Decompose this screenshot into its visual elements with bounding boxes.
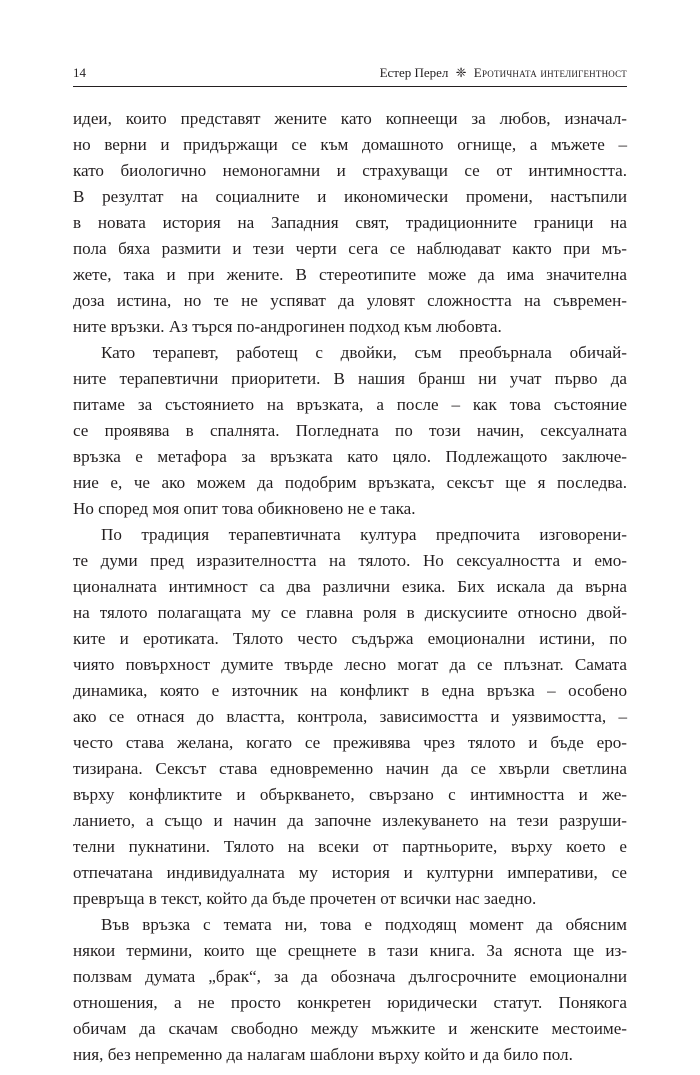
text-line: превръща в текст, който да бъде прочетен от всички нас заедно. — [73, 889, 537, 908]
author-name: Естер Перел — [379, 65, 449, 80]
text-line: идеи, които представят жените като копнеещи за любов, изначал- — [73, 109, 627, 128]
text-line: питаме за състоянието на връзката, а после – как това състояние — [73, 395, 627, 414]
text-line: Като терапевт, работещ с двойки, съм преобърнала обичай- — [101, 343, 627, 362]
text-line: жете, така и при жените. В стереотипите може да има значителна — [73, 265, 627, 284]
text-line: ните терапевтични приоритети. В нашия бранш ни учат първо да — [73, 369, 627, 388]
text-line: отношения, а не просто конкретен юридически статут. Понякога — [73, 993, 627, 1012]
text-line: пола бяха размити и тези черти сега се наблюдават както при мъ- — [73, 239, 627, 258]
paragraph — [73, 522, 627, 912]
text-line: отпечатана индивидуалната му история и културни императиви, се — [73, 863, 627, 882]
text-line: ните връзки. Аз търся по-андрогинен подход към любовта. — [73, 317, 502, 336]
running-header — [73, 60, 627, 87]
text-line: ките и еротиката. Тялото често съдържа емоционални истини, по — [73, 629, 627, 648]
text-line: често става желана, когато се преживява чрез тялото и бъде еро- — [73, 733, 627, 752]
text-line: те думи пред изразителността на тялото. Но сексуалността и емо- — [73, 551, 627, 570]
text-line: ния, без непременно да налагам шаблони върху който и да било пол. — [73, 1045, 573, 1064]
text-line: върху конфликтите и объркването, свързано с интимността и же- — [73, 785, 627, 804]
text-line: Но според моя опит това обикновено не е така. — [73, 499, 416, 518]
text-line: доза истина, но те не успяват да уловят сложността на съвремен- — [73, 291, 627, 310]
text-line: обичам да скачам свободно между мъжките и женските местоиме- — [73, 1019, 627, 1038]
text-line: В резултат на социалните и икономически промени, настъпили — [73, 187, 627, 206]
text-line: чиято повърхност думите твърде лесно могат да се плъзнат. Самата — [73, 655, 627, 674]
paragraph — [73, 106, 627, 340]
text-line: динамика, която е източник на конфликт в една връзка – особено — [73, 681, 627, 700]
text-line: връзка е метафора за връзката като цяло. Подлежащото заключе- — [73, 447, 627, 466]
flower-ornament-icon: ❈ — [455, 65, 467, 80]
text-line: Във връзка с темата ни, това е подходящ момент да обясним — [101, 915, 627, 934]
text-line: на тялото полагащата му се главна роля в дискусиите относно двой- — [73, 603, 627, 622]
text-line: тизирана. Сексът става едновременно начин да се хвърли светлина — [73, 759, 627, 778]
text-line: ние е, че ако можем да подобрим връзката, сексът ще я последва. — [73, 473, 627, 492]
paragraph — [73, 912, 627, 1068]
text-line: някои термини, които ще срещнете в тази книга. За яснота ще из- — [73, 941, 627, 960]
text-line: но верни и придържащи се към домашното огнище, а мъжете – — [73, 135, 627, 154]
running-title — [380, 60, 627, 86]
page-number: 14 — [73, 65, 86, 80]
text-line: ланието, а също и начин да започне излекуването на тези разруши- — [73, 811, 627, 830]
text-line: ционалната интимност са два различни езика. Бих искала да върна — [73, 577, 627, 596]
text-line: телни пукнатини. Тялото на всеки от партньорите, върху което е — [73, 837, 627, 856]
text-line: като биологично немоногамни и страхуващи се от интимността. — [73, 161, 627, 180]
text-line: в новата история на Западния свят, традиционните граници на — [73, 213, 627, 232]
text-line: се проявява в спалнята. Погледната по този начин, сексуалната — [73, 421, 627, 440]
book-title: Еротичната интелигентност — [473, 65, 627, 80]
text-line: ползвам думата „брак“, за да обознача дългосрочните емоционални — [73, 967, 627, 986]
body-text — [73, 106, 627, 1068]
text-line: По традиция терапевтичната култура предпочита изговорени- — [101, 525, 627, 544]
paragraph — [73, 340, 627, 522]
text-line: ако се отнася до властта, контрола, зависимостта и уязвимостта, – — [73, 707, 627, 726]
